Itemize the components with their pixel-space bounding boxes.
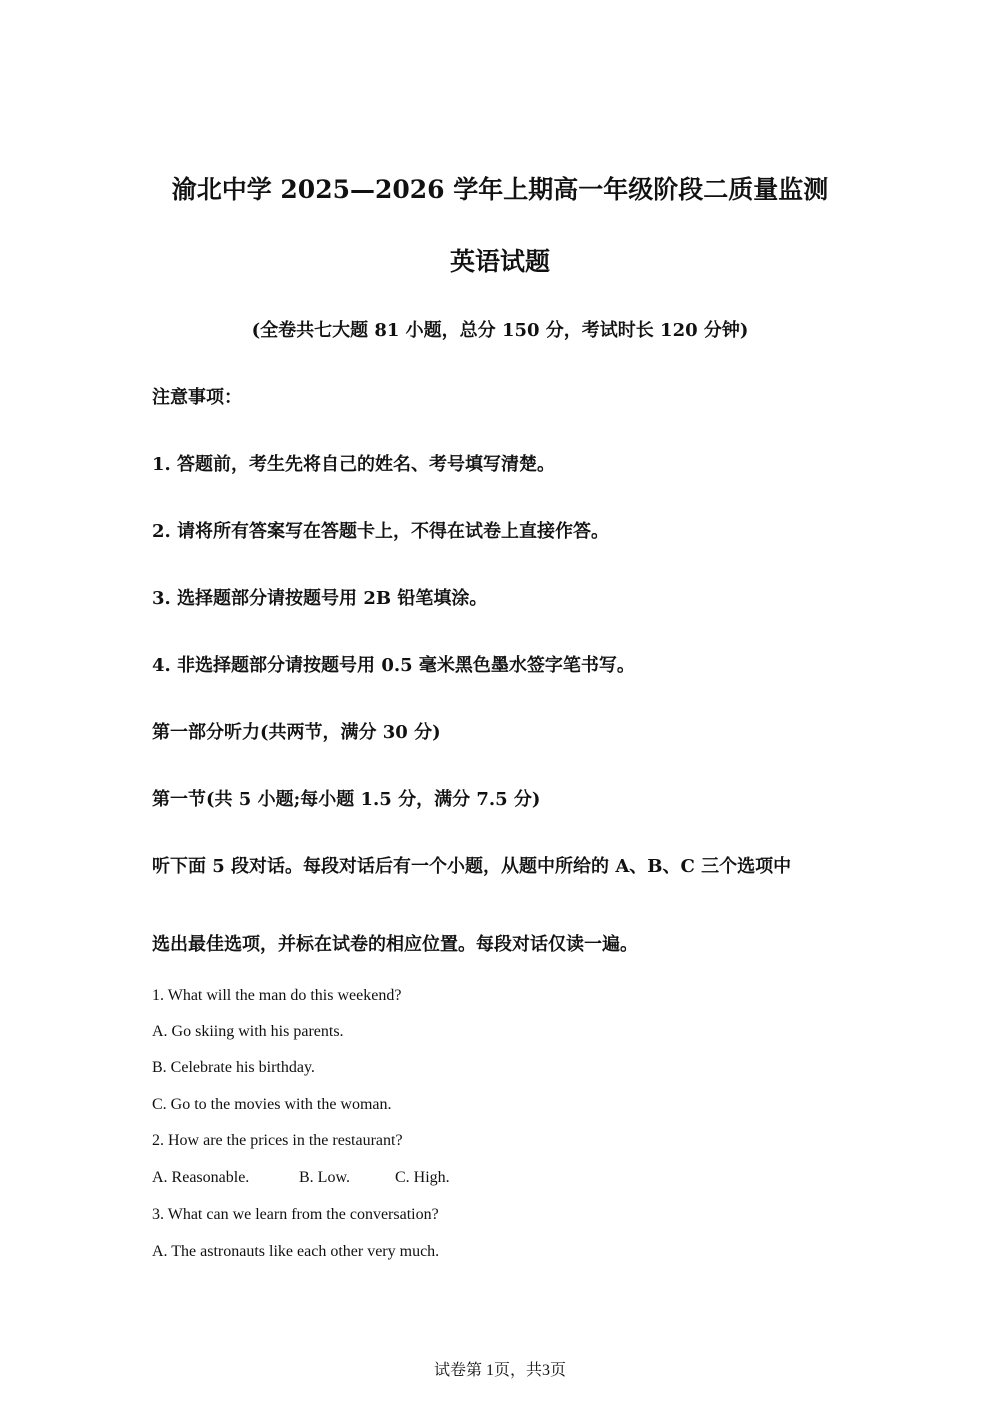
exam-title: 渝北中学 2025—2026 学年上期高一年级阶段二质量监测 bbox=[171, 175, 829, 204]
question-1-option-a: A. Go skiing with his parents. bbox=[152, 1023, 344, 1040]
exam-info: (全卷共七大题 81 小题，总分 150 分，考试时长 120 分钟) bbox=[251, 320, 749, 341]
notes-heading: 注意事项： bbox=[152, 387, 242, 408]
note-item-4: 4. 非选择题部分请按题号用 0.5 毫米黑色墨水签字笔书写。 bbox=[152, 655, 635, 676]
part1-heading: 第一部分听力(共两节，满分 30 分) bbox=[152, 722, 441, 743]
question-2-options bbox=[152, 1169, 872, 1187]
question-3-option-a: A. The astronauts like each other very much. bbox=[152, 1243, 440, 1260]
question-1-option-c: C. Go to the movies with the woman. bbox=[152, 1096, 392, 1113]
instructions-line-1: 听下面 5 段对话。每段对话后有一个小题，从题中所给的 A、B、C 三个选项中 bbox=[152, 856, 792, 877]
section1-heading: 第一节(共 5 小题;每小题 1.5 分，满分 7.5 分) bbox=[152, 789, 541, 810]
page-footer: 试卷第 1页，共3页 bbox=[433, 1362, 566, 1379]
question-2-stem: 2. How are the prices in the restaurant? bbox=[152, 1132, 403, 1149]
note-item-3: 3. 选择题部分请按题号用 2B 铅笔填涂。 bbox=[152, 588, 488, 609]
note-item-2: 2. 请将所有答案写在答题卡上，不得在试卷上直接作答。 bbox=[152, 521, 610, 542]
instructions-line-2: 选出最佳选项，并标在试卷的相应位置。每段对话仅读一遍。 bbox=[152, 934, 638, 955]
question-1-option-b: B. Celebrate his birthday. bbox=[152, 1059, 315, 1076]
question-1-stem: 1. What will the man do this weekend? bbox=[152, 987, 402, 1004]
question-2-option-b: B. Low. bbox=[299, 1169, 350, 1186]
question-2-option-a: A. Reasonable. bbox=[152, 1169, 250, 1186]
note-item-1: 1. 答题前，考生先将自己的姓名、考号填写清楚。 bbox=[152, 454, 556, 475]
question-2-option-c: C. High. bbox=[395, 1169, 450, 1186]
question-3-stem: 3. What can we learn from the conversation? bbox=[152, 1206, 439, 1223]
exam-subject: 英语试题 bbox=[449, 247, 550, 276]
